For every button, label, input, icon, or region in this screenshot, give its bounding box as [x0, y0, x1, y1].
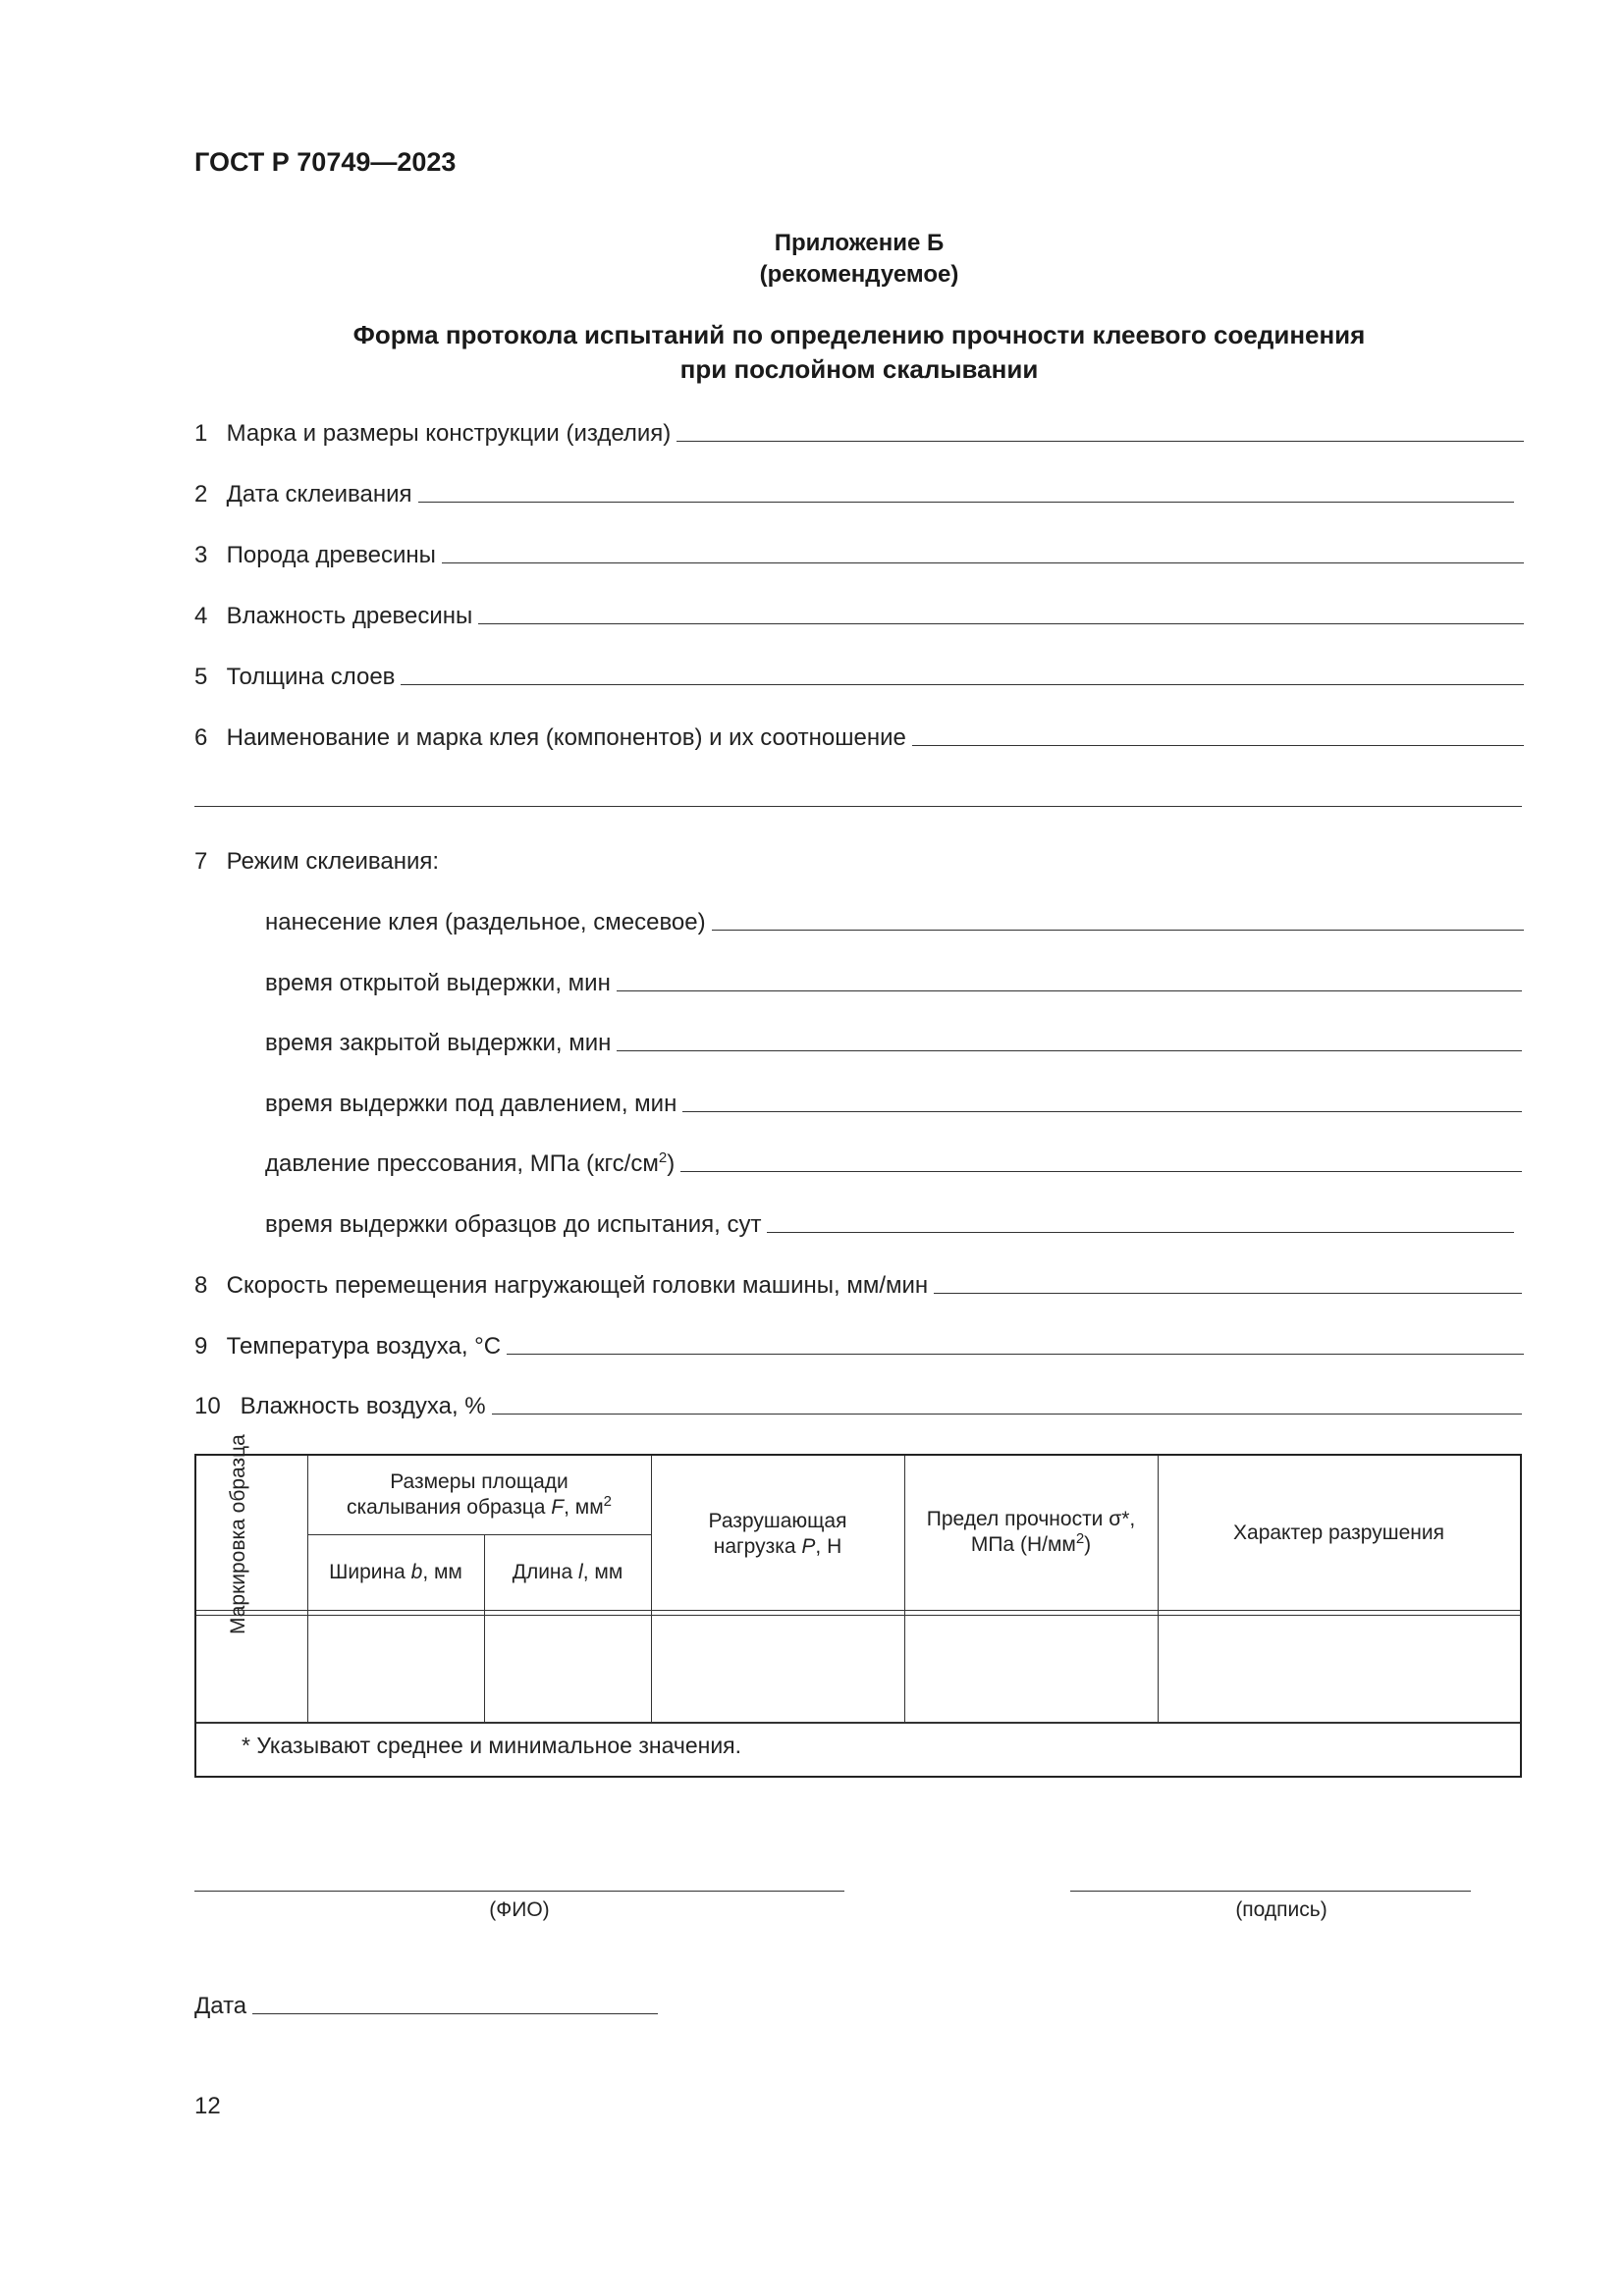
- field-number: 7: [194, 848, 208, 875]
- mode-pressure-time: [265, 1085, 1522, 1118]
- field-number: 5: [194, 664, 208, 690]
- signature-line[interactable]: [1070, 1891, 1471, 1892]
- footnote-divider: [196, 1722, 1520, 1724]
- superscript: 2: [658, 1149, 668, 1166]
- fill-line[interactable]: [912, 745, 1524, 746]
- fill-line[interactable]: [767, 1232, 1514, 1233]
- fill-line[interactable]: [934, 1293, 1522, 1294]
- field-number: 2: [194, 481, 208, 507]
- signature-caption: (подпись): [1235, 1898, 1327, 1921]
- appendix-status: (рекомендуемое): [759, 261, 959, 288]
- form-title: [0, 318, 1624, 387]
- field-loading-speed: [194, 1266, 1522, 1300]
- fill-line[interactable]: [617, 1050, 1522, 1051]
- field-label: Скорость перемещения нагружающей головки машины, мм/мин: [226, 1272, 929, 1299]
- field-label: время открытой выдержки, мин: [265, 970, 611, 996]
- document-code: ГОСТ Р 70749—2023: [194, 147, 457, 177]
- field-date: [194, 1987, 658, 2020]
- fill-line[interactable]: [712, 930, 1524, 931]
- fill-line[interactable]: [492, 1414, 1522, 1415]
- appendix-title: Приложение Б: [774, 230, 945, 256]
- field-label: Наименование и марка клея (компонентов) и их соотношение: [226, 724, 906, 751]
- field-label: Марка и размеры конструкции (изделия): [226, 420, 672, 447]
- field-label: Толщина слоев: [226, 664, 396, 690]
- header-width: Ширина b, мм: [329, 1561, 462, 1583]
- field-label: Влажность древесины: [226, 603, 473, 629]
- field-label: Влажность воздуха, %: [240, 1393, 486, 1419]
- field-gluing-mode: [194, 842, 445, 876]
- field-gluing-date: [194, 475, 1514, 508]
- field-glue-name: [194, 719, 1524, 752]
- table-cell-strength[interactable]: [905, 1617, 1158, 1722]
- field-number: 8: [194, 1272, 208, 1299]
- field-label: Температура воздуха, °С: [226, 1333, 502, 1360]
- name-caption: (ФИО): [489, 1898, 550, 1921]
- mode-press-pressure: [265, 1145, 1522, 1178]
- header-strength-limit: Предел прочности σ*, МПа $(Н/мм^2)$: [926, 1508, 1136, 1556]
- fill-line-continuation[interactable]: [194, 806, 1522, 807]
- mode-closed-time: [265, 1024, 1522, 1057]
- header-length: Длина l, мм: [512, 1561, 623, 1583]
- field-label: давление прессования, МПа (кгс/см: [265, 1150, 659, 1177]
- form-title-line-1: Форма протокола испытаний по определению прочности клеевого соединения: [352, 320, 1366, 349]
- field-label: время выдержки образцов до испытания, сут: [265, 1211, 762, 1238]
- mode-conditioning-time: [265, 1205, 1514, 1239]
- fill-line[interactable]: [617, 990, 1522, 991]
- field-number: 3: [194, 542, 208, 568]
- field-label: Режим склеивания:: [226, 848, 440, 875]
- field-number: 4: [194, 603, 208, 629]
- field-label: время закрытой выдержки, мин: [265, 1030, 612, 1056]
- header-shear-area: Размеры площади скалывания образца F, $мм^2$: [346, 1470, 613, 1519]
- appendix-heading: [0, 228, 1624, 291]
- table-cell-fracture[interactable]: [1159, 1617, 1520, 1722]
- fill-line[interactable]: [252, 2013, 658, 2014]
- fill-line[interactable]: [442, 562, 1524, 563]
- fill-line[interactable]: [478, 623, 1524, 624]
- field-number: 6: [194, 724, 208, 751]
- field-label: Дата: [194, 1993, 247, 2019]
- fill-line[interactable]: [682, 1111, 1522, 1112]
- field-air-temperature: [194, 1327, 1524, 1361]
- field-label: Дата склеивания: [226, 481, 412, 507]
- field-construction-grade: [194, 414, 1524, 448]
- fill-line[interactable]: [677, 441, 1524, 442]
- form-title-line-2: при послойном скалывании: [679, 354, 1039, 384]
- field-wood-moisture: [194, 597, 1524, 630]
- page-number: 12: [194, 2093, 221, 2119]
- table-cell-width[interactable]: [308, 1617, 484, 1722]
- field-label-end: ): [667, 1150, 676, 1177]
- field-label: Порода древесины: [226, 542, 436, 568]
- fill-line[interactable]: [680, 1171, 1522, 1172]
- header-breaking-load: Разрушающая нагрузка P, Н: [708, 1510, 847, 1558]
- fill-line[interactable]: [401, 684, 1524, 685]
- mode-glue-application: [265, 903, 1524, 936]
- mode-open-time: [265, 964, 1522, 997]
- header-fracture-type: Характер разрушения: [1233, 1522, 1444, 1544]
- field-wood-species: [194, 536, 1524, 569]
- table-cell-length[interactable]: [485, 1617, 651, 1722]
- field-layer-thickness: [194, 658, 1524, 691]
- field-air-humidity: [194, 1387, 1522, 1420]
- header-divider-double: [196, 1615, 1520, 1616]
- table-cell-marking[interactable]: [196, 1617, 307, 1722]
- table-cell-load[interactable]: [652, 1617, 904, 1722]
- field-number: 10: [194, 1393, 221, 1419]
- table-footnote: * Указывают среднее и минимальное значения.: [242, 1733, 742, 1758]
- results-table: [194, 1434, 1522, 1778]
- field-number: 1: [194, 420, 208, 447]
- name-line[interactable]: [194, 1891, 844, 1892]
- field-number: 9: [194, 1333, 208, 1360]
- field-label: нанесение клея (раздельное, смесевое): [265, 909, 706, 935]
- row-divider: [307, 1534, 651, 1535]
- field-label: время выдержки под давлением, мин: [265, 1091, 677, 1117]
- header-divider: [196, 1610, 1520, 1611]
- fill-line[interactable]: [418, 502, 1515, 503]
- header-marking: Маркировка образца: [227, 1434, 249, 1634]
- fill-line[interactable]: [507, 1354, 1524, 1355]
